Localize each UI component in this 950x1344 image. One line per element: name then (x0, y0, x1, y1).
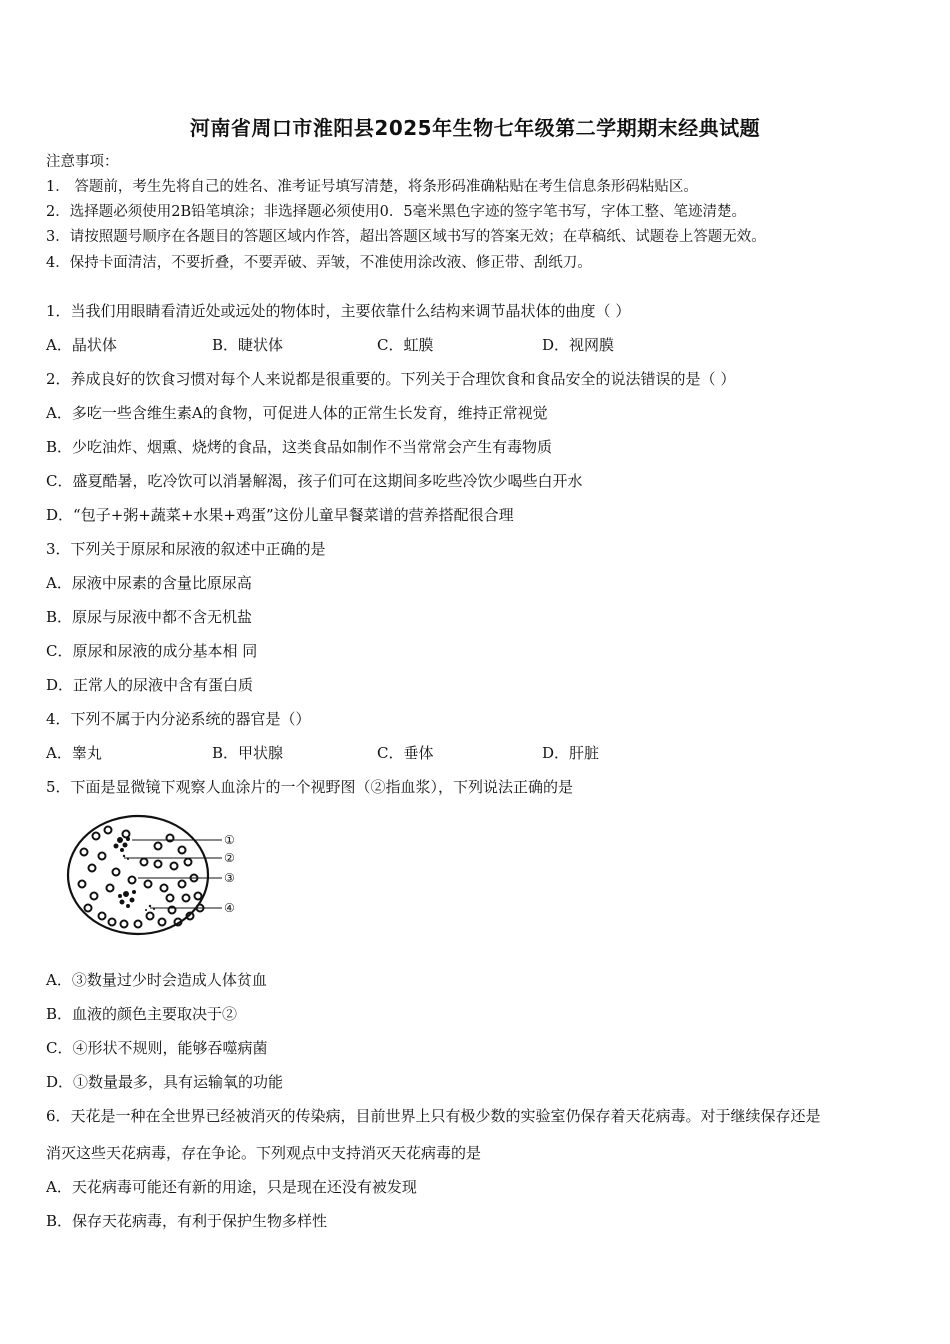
question-2-option-b: B．少吃油炸、烟熏、烧烤的食品，这类食品如制作不当常常会产生有毒物质 (46, 438, 553, 456)
platelets (123, 855, 155, 911)
question-3-option-d: D．正常人的尿液中含有蛋白质 (46, 676, 254, 694)
question-6-stem-line-1: 6．天花是一种在全世界已经被消灭的传染病，目前世界上只有极少数的实验室仍保存着天花病毒。对于继续保存还是 (46, 1107, 821, 1125)
question-4-option-b: B．甲状腺 (212, 744, 284, 762)
question-4-option-c: C．垂体 (377, 744, 434, 762)
question-6-option-b: B．保存天花病毒，有利于保护生物多样性 (46, 1212, 328, 1230)
white-blood-cells (114, 837, 137, 908)
question-1-option-c: C．虹膜 (377, 336, 434, 354)
question-6-stem-line-2: 消灭这些天花病毒，存在争论。下列观点中支持消灭天花病毒的是 (46, 1144, 482, 1162)
blood-smear-figure (62, 812, 252, 946)
question-5-option-b: B．血液的颜色主要取决于② (46, 1005, 238, 1023)
question-2-stem: 2．养成良好的饮食习惯对每个人来说都是很重要的。下列关于合理饮食和食品安全的说法错误的是（ ） (46, 370, 736, 388)
page-title: 河南省周口市淮阳县2025年生物七年级第二学期期末经典试题 (189, 116, 761, 140)
figure-label-4: ④ (224, 901, 235, 915)
question-1-option-a: A．晶状体 (46, 336, 117, 354)
figure-label-1: ① (224, 833, 235, 847)
question-3-stem: 3．下列关于原尿和尿液的叙述中正确的是 (46, 540, 326, 558)
question-3-option-c: C．原尿和尿液的成分基本相 同 (46, 642, 258, 660)
blood-smear-diagram (62, 812, 252, 942)
figure-label-2: ② (224, 851, 235, 865)
notice-item: 3．请按照题号顺序在各题目的答题区域内作答，超出答题区域书写的答案无效；在草稿纸、试题卷上答题无效。 (46, 229, 766, 245)
question-5-option-a: A．③数量过少时会造成人体贫血 (46, 971, 267, 989)
question-4-stem: 4．下列不属于内分泌系统的器官是（） (46, 710, 311, 728)
question-3-option-b: B．原尿与尿液中都不含无机盐 (46, 608, 253, 626)
notice-item: 4．保持卡面清洁，不要折叠，不要弄破、弄皱，不准使用涂改液、修正带、刮纸刀。 (46, 255, 592, 271)
question-2-option-a: A．多吃一些含维生素A的食物，可促进人体的正常生长发育，维持正常视觉 (46, 404, 548, 422)
red-blood-cells (79, 827, 204, 928)
question-1-stem: 1．当我们用眼睛看清近处或远处的物体时，主要依靠什么结构来调节晶状体的曲度（ ） (46, 302, 631, 320)
question-6-option-a: A．天花病毒可能还有新的用途，只是现在还没有被发现 (46, 1178, 417, 1196)
question-3-option-a: A．尿液中尿素的含量比原尿高 (46, 574, 252, 592)
question-2-option-d: D．“包子+粥+蔬菜+水果+鸡蛋”这份儿童早餐菜谱的营养搭配很合理 (46, 506, 514, 524)
notice-item: 1． 答题前，考生先将自己的姓名、准考证号填写清楚，将条形码准确粘贴在考生信息条形码粘贴区。 (46, 179, 698, 195)
notice-heading: 注意事项： (46, 154, 119, 170)
question-4-option-d: D．肝脏 (542, 744, 600, 762)
figure-label-3: ③ (224, 871, 235, 885)
question-1-option-b: B．睫状体 (212, 336, 284, 354)
question-4-option-a: A．睾丸 (46, 744, 102, 762)
notice-item: 2．选择题必须使用2B铅笔填涂；非选择题必须使用0．5毫米黑色字迹的签字笔书写，字体工整、笔迹清楚。 (46, 204, 747, 220)
question-2-option-c: C．盛夏酷暑，吃冷饮可以消暑解渴，孩子们可在这期间多吃些冷饮少喝些白开水 (46, 472, 583, 490)
question-1-option-d: D．视网膜 (542, 336, 615, 354)
question-5-stem: 5．下面是显微镜下观察人血涂片的一个视野图（②指血浆），下列说法正确的是 (46, 778, 574, 796)
question-5-option-d: D．①数量最多，具有运输氧的功能 (46, 1073, 284, 1091)
question-5-option-c: C．④形状不规则，能够吞噬病菌 (46, 1039, 268, 1057)
